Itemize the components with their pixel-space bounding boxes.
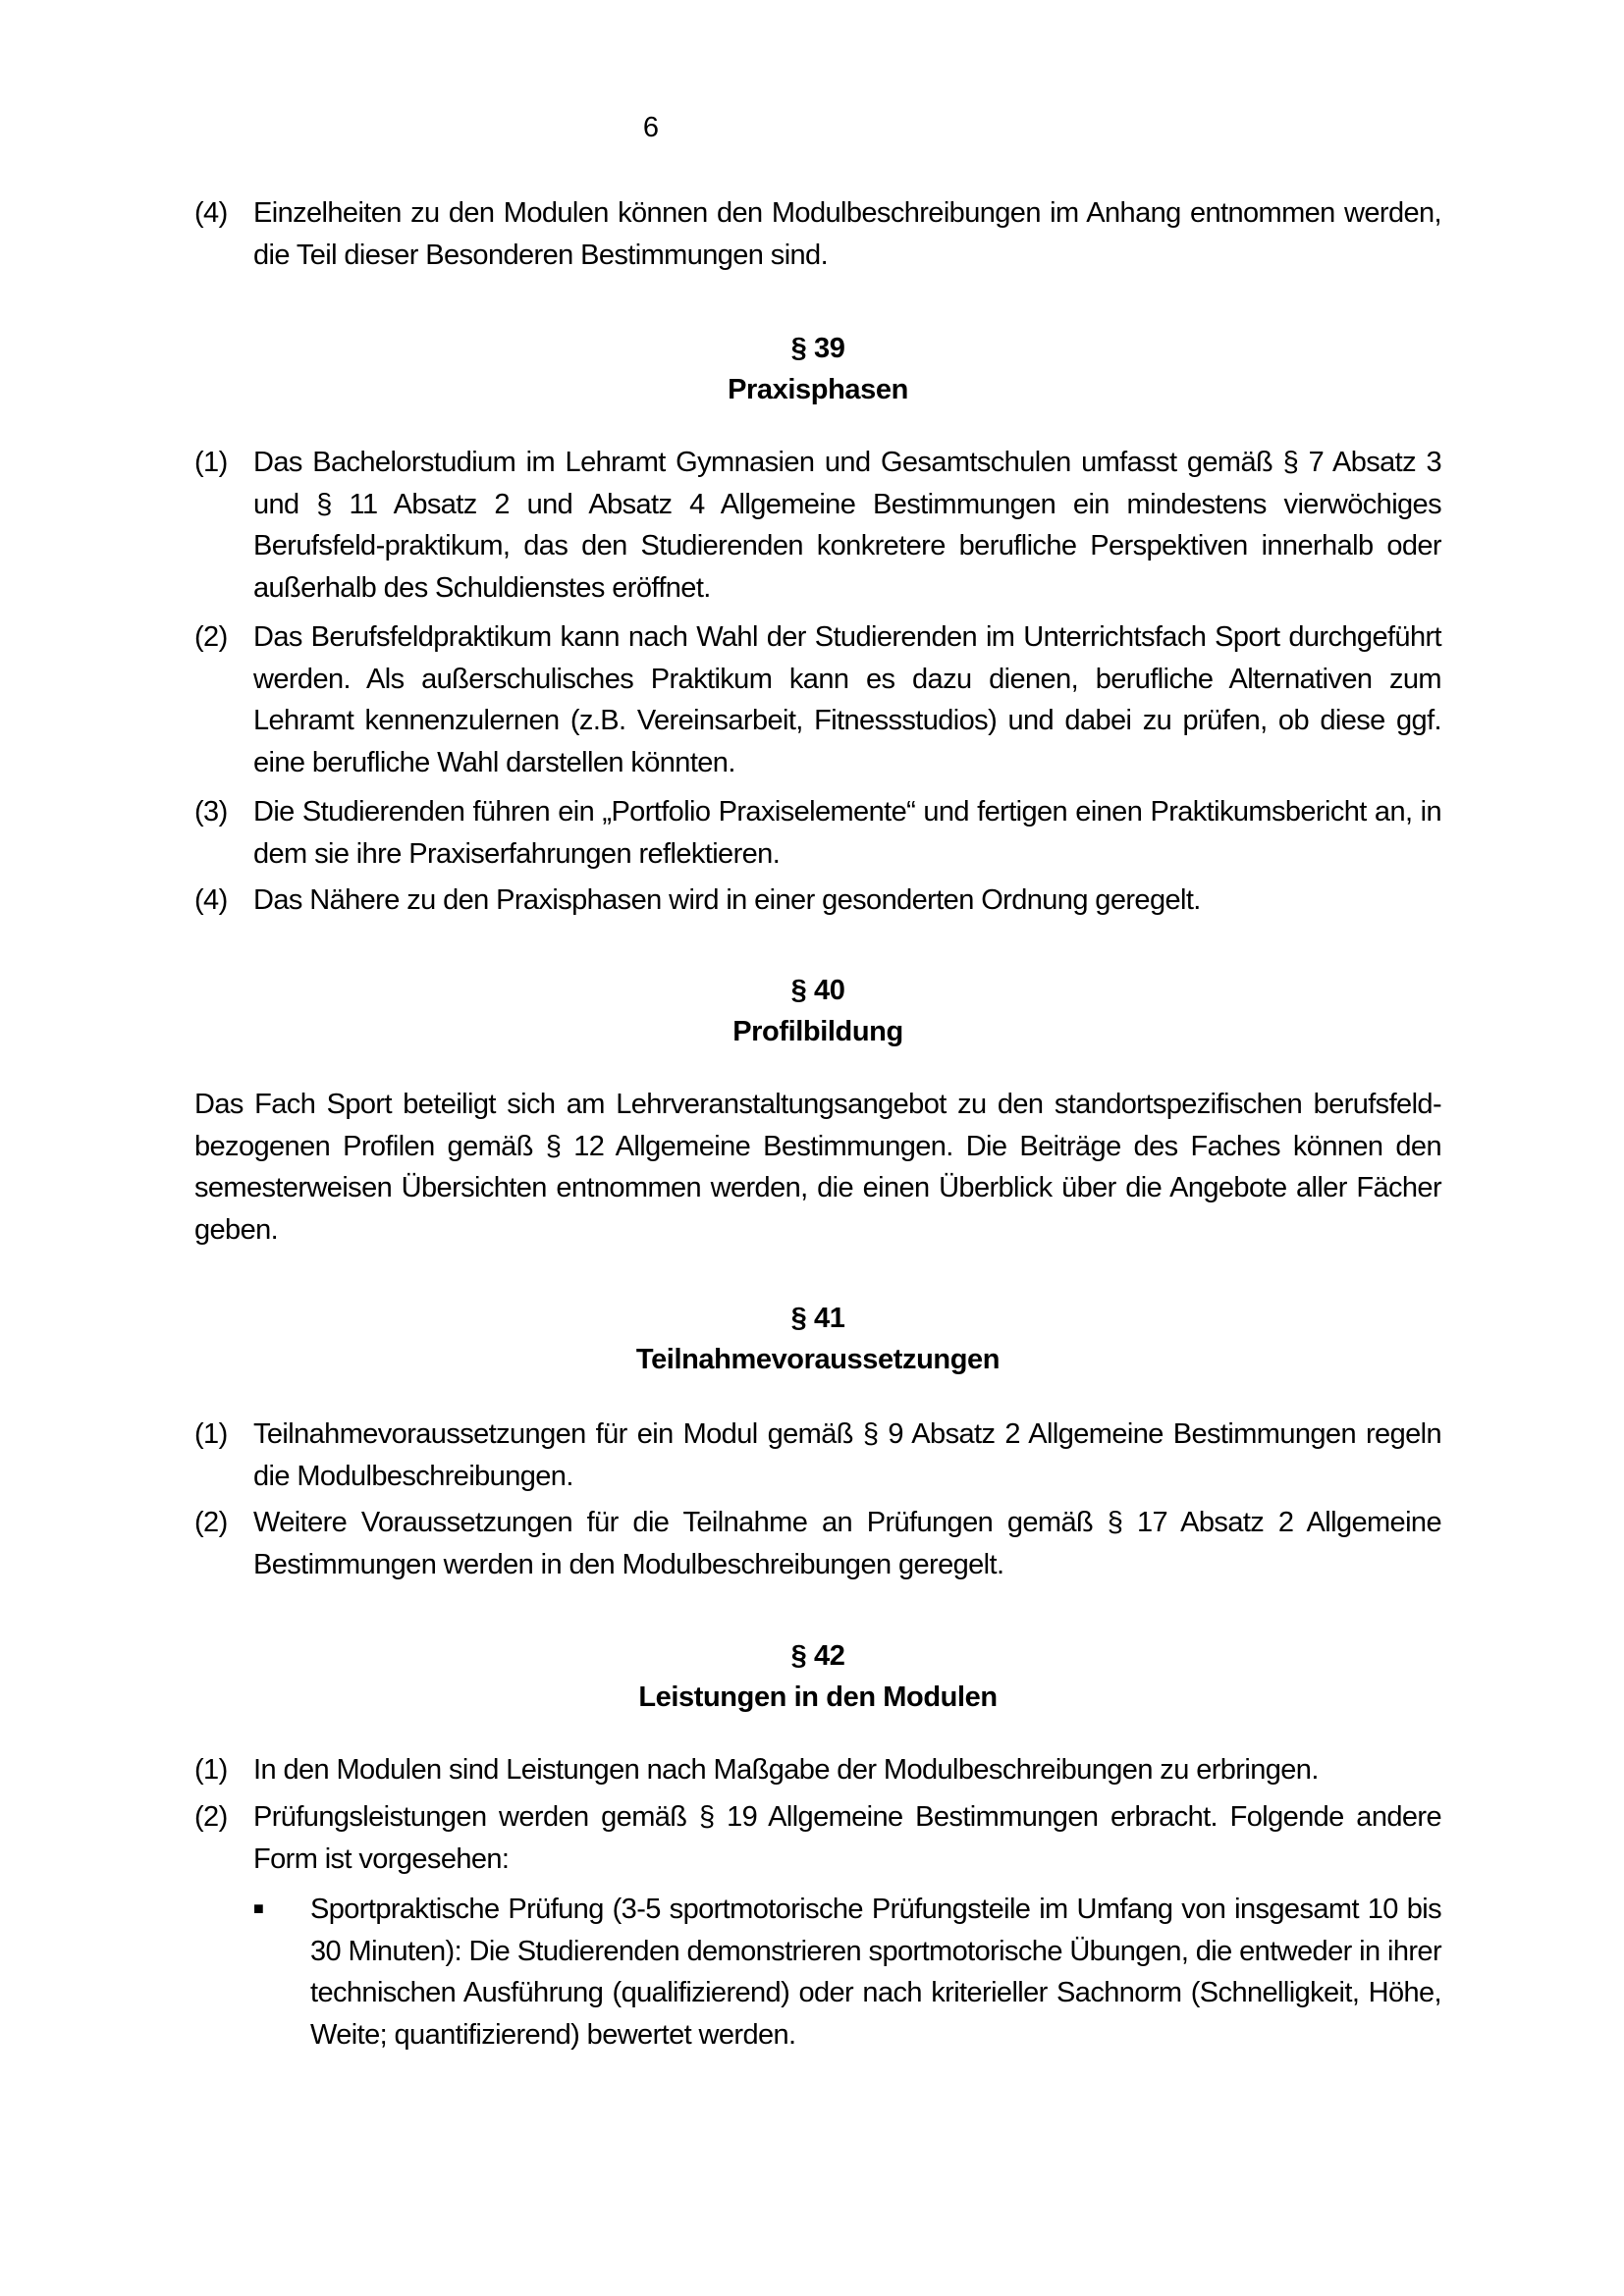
section-42-item-1: [194, 1749, 1441, 1791]
item-text: Weitere Voraussetzungen für die Teilnahme an Prüfungen gemäß § 17 Absatz 2 Allgemeine Bestimmungen werden in den Modulbeschreibungen geregelt.: [253, 1507, 1441, 1580]
section-39-item-1: [194, 442, 1441, 609]
section-39-title: Praxisphasen: [728, 374, 908, 405]
item-number: (2): [194, 1801, 228, 1833]
intro-item: [194, 192, 1441, 276]
section-42-number: § 42: [790, 1640, 845, 1672]
section-39-item-2: [194, 616, 1441, 783]
item-number: (1): [194, 1418, 228, 1450]
item-text: Das Nähere zu den Praxisphasen wird in einer gesonderten Ordnung geregelt.: [253, 884, 1201, 916]
item-number: (1): [194, 447, 228, 478]
item-text: Die Studierenden führen ein „Portfolio Praxiselemente“ und fertigen einen Praktikumsbericht an, in dem sie ihre Praxiserfahrungen reflektieren.: [253, 796, 1441, 870]
item-number: (1): [194, 1754, 228, 1786]
bullet-text: Sportpraktische Prüfung (3-5 sportmotorische Prüfungsteile im Umfang von insgesamt 10 bis 30 Minuten): Die Studierenden demonstrieren sportmotorische Übungen, die entweder in ihrer technischen Ausführung (qualifizierend) oder nach kriterieller Sachnorm (Schnelligkeit, Höhe, Weite; quantifizierend) bewertet werden.: [310, 1894, 1441, 2051]
section-40-title: Profilbildung: [732, 1016, 903, 1047]
bullet-mark: ■: [253, 1898, 264, 1918]
item-number: (4): [194, 884, 228, 916]
section-40-number: § 40: [790, 975, 845, 1006]
section-39-item-4: [194, 880, 1441, 922]
section-42-title: Leistungen in den Modulen: [638, 1682, 998, 1713]
section-41-number: § 41: [790, 1303, 845, 1334]
item-text: Prüfungsleistungen werden gemäß § 19 Allgemeine Bestimmungen erbracht. Folgende andere Form ist vorgesehen:: [253, 1801, 1441, 1875]
item-text: Teilnahmevoraussetzungen für ein Modul gemäß § 9 Absatz 2 Allgemeine Bestimmungen regeln die Modulbeschreibungen.: [253, 1418, 1441, 1492]
item-text: Einzelheiten zu den Modulen können den Modulbeschreibungen im Anhang entnommen werden, die Teil dieser Besonderen Bestimmungen sind.: [253, 197, 1441, 271]
item-number: (2): [194, 1507, 228, 1538]
item-text: Das Bachelorstudium im Lehramt Gymnasien und Gesamtschulen umfasst gemäß § 7 Absatz 3 und § 11 Absatz 2 und Absatz 4 Allgemeine Bestimmungen ein mindestens vierwöchiges Berufsfeld-praktikum, das den Studierenden konkretere berufliche Perspektiven innerhalb oder außerhalb des Schuldienstes eröffnet.: [253, 447, 1441, 604]
page-number: 6: [642, 112, 660, 143]
section-41-item-2: [194, 1502, 1441, 1585]
section-41-item-1: [194, 1414, 1441, 1497]
item-text: Das Berufsfeldpraktikum kann nach Wahl der Studierenden im Unterrichtsfach Sport durchgeführt werden. Als außerschulisches Praktikum kann es dazu dienen, berufliche Alternativen zum Lehramt kennenzulernen (z.B. Vereinsarbeit, Fitnessstudios) und dabei zu prüfen, ob diese ggf. eine berufliche Wahl darstellen könnten.: [253, 621, 1441, 778]
section-39-number: § 39: [790, 333, 845, 364]
section-42-bullet: [253, 1889, 1441, 2056]
item-number: (2): [194, 621, 228, 653]
section-40-paragraph: Das Fach Sport beteiligt sich am Lehrveranstaltungsangebot zu den standortspezifischen berufsfeld-bezogenen Profilen gemäß § 12 Allgemeine Bestimmungen. Die Beiträge des Faches können den semesterweisen Übersichten entnommen werden, die einen Überblick über die Angebote aller Fächer geben.: [194, 1089, 1441, 1246]
item-text: In den Modulen sind Leistungen nach Maßgabe der Modulbeschreibungen zu erbringen.: [253, 1754, 1319, 1786]
item-number: (4): [194, 197, 228, 229]
section-42-item-2: [194, 1796, 1441, 1880]
section-39-item-3: [194, 791, 1441, 875]
section-41-title: Teilnahmevoraussetzungen: [635, 1344, 1001, 1375]
item-number: (3): [194, 796, 228, 828]
